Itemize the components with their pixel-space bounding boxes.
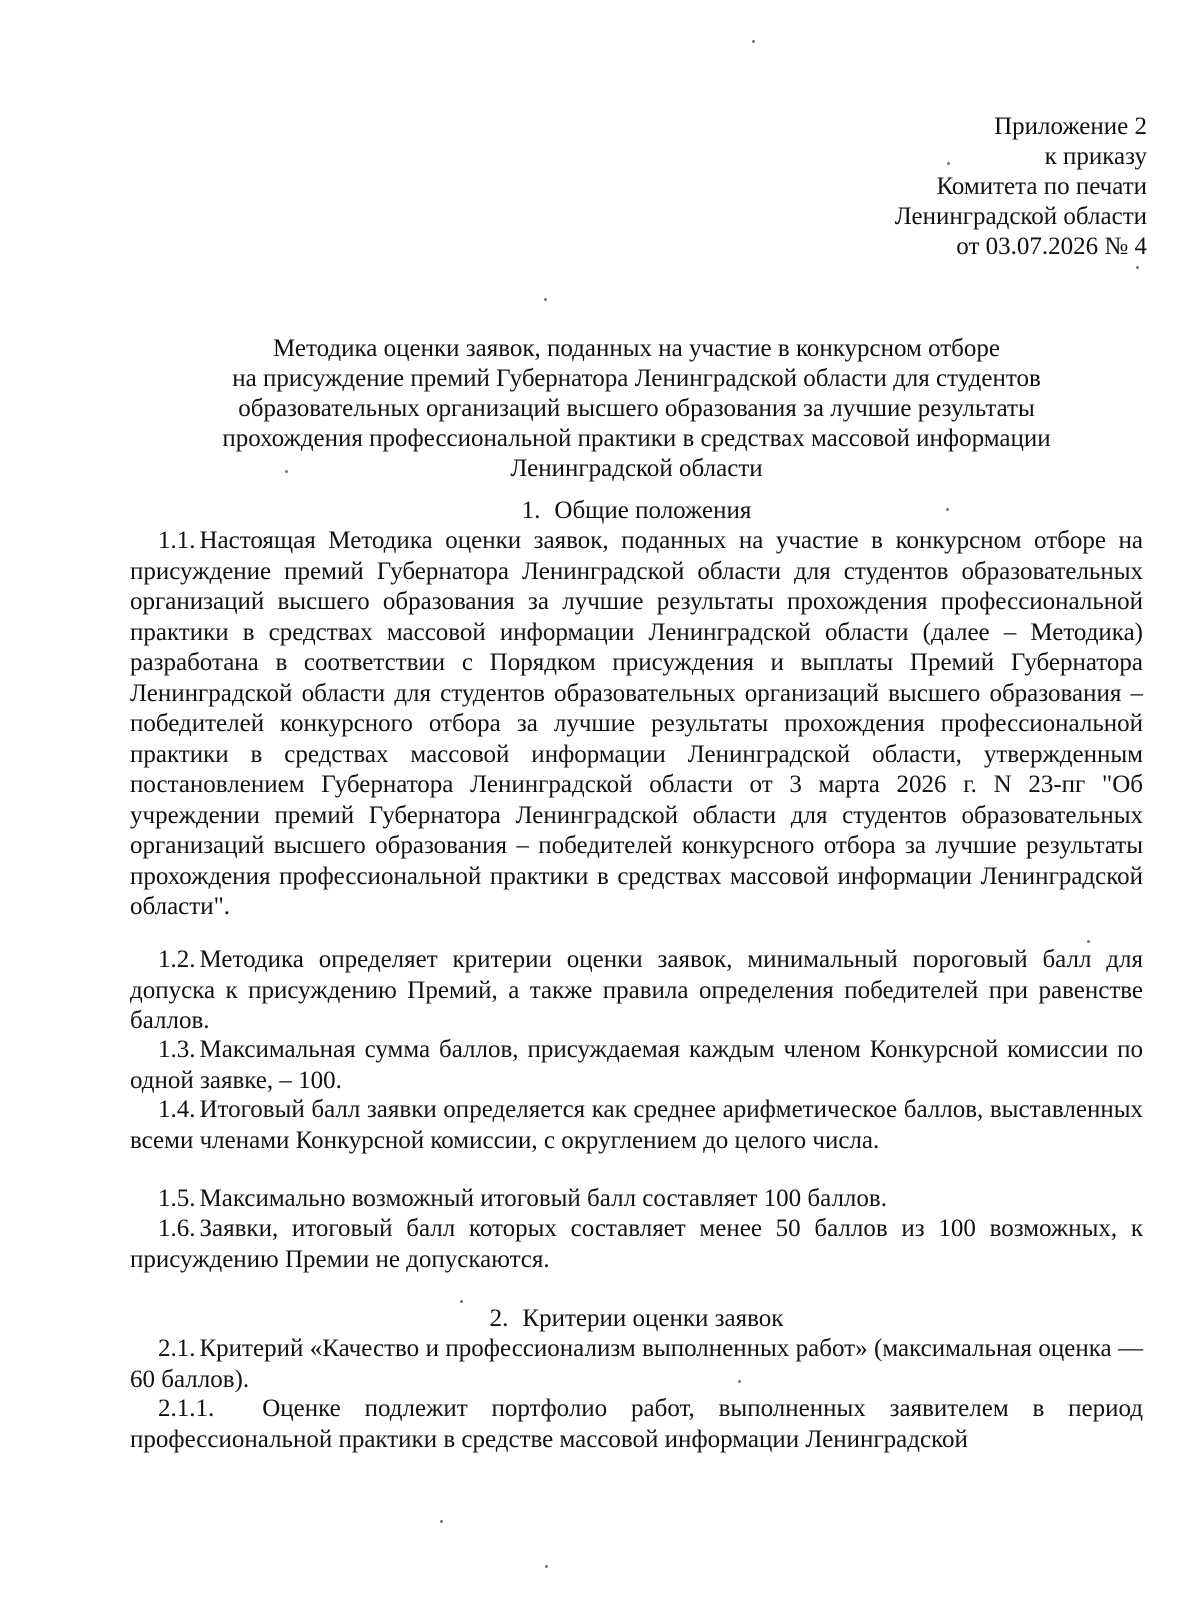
paragraph-number: 2.1. [158,1335,196,1362]
title-line: Ленинградской области [510,455,763,482]
paragraph-1-3 [130,1035,1143,1096]
title-line: на присуждение премий Губернатора Ленинградской области для студентов [232,365,1041,392]
paragraph-number: 1.2. [158,946,196,973]
approval-line: Приложение 2 [994,113,1147,140]
paragraph-text: Методика определяет критерии оценки заявок, минимальный пороговый балл для допуска к присуждению Премий, а также правила определения победителей при равенстве баллов. [130,946,1143,1034]
approval-line: Ленинградской области [894,203,1147,230]
paragraph-text: Максимально возможный итоговый балл составляет 100 баллов. [199,1185,887,1212]
section-number: 1. [521,497,541,524]
section-heading-2 [130,1304,1143,1334]
paragraph-number: 1.3. [158,1036,196,1063]
paragraph-text: Итоговый балл заявки определяется как среднее арифметическое баллов, выставленных всеми членами Конкурсной комиссии, с округлением до целого числа. [130,1096,1143,1154]
scan-speck [947,162,950,165]
paragraph-text: Настоящая Методика оценки заявок, поданных на участие в конкурсном отборе на присуждение премий Губернатора Ленинградской области для студентов образовательных организаций высшего образования за лучшие результаты прохождения профессиональной практики в средствах массовой информации Ленинградской области (далее – Методика) разработана в соответствии с Порядком присуждения и выплаты Премий Губернатора Ленинградской области для студентов образовательных организаций высшего образования – победителей конкурсного отбора за лучшие результаты прохождения профессиональной практики в средствах массовой информации Ленинградской области, утвержденным постановлением Губернатора Ленинградской области от 3 марта 2026 г. N 23-пг "Об учреждении премий Губернатора Ленинградской области для студентов образовательных организаций высшего образования – победителей конкурсного отбора за лучшие результаты прохождения профессиональной практики в средствах массовой информации Ленинградской области". [130,527,1143,920]
paragraph-1-5 [130,1184,1143,1215]
scan-speck [752,40,755,43]
scan-speck [545,1565,548,1568]
section-title: Критерии оценки заявок [522,1305,784,1332]
title-line: Методика оценки заявок, поданных на участие в конкурсном отборе [273,335,1000,362]
section-title: Общие положения [554,497,752,524]
paragraph-1-4 [130,1095,1143,1156]
approval-line: к приказу [1044,143,1147,170]
paragraph-number: 2.1.1. [158,1395,215,1422]
paragraph-text: Критерий «Качество и профессионализм выполненных работ» (максимальная оценка — 60 баллов). [130,1335,1143,1393]
paragraph-text: Заявки, итоговый балл которых составляет менее 50 баллов из 100 возможных, к присуждению Премии не допускаются. [130,1215,1143,1273]
scan-speck [440,1520,443,1523]
scan-speck [544,298,547,301]
document-title [130,334,1143,484]
scan-speck [946,508,949,511]
section-heading-1 [130,496,1143,526]
paragraph-1-2 [130,945,1143,1037]
scan-speck [1136,266,1139,269]
paragraph-number: 1.4. [158,1096,196,1123]
paragraph-text: Оценке подлежит портфолио работ, выполненных заявителем в период профессиональной практики в средстве массовой информации Ленинградской [130,1395,1143,1453]
scan-speck [738,1380,741,1383]
approval-line: Комитета по печати [936,173,1147,200]
paragraph-1-6 [130,1214,1143,1275]
scan-speck [285,470,288,473]
section-number: 2. [489,1305,509,1332]
paragraph-number: 1.1. [158,527,196,554]
approval-line: от 03.07.2026 № 4 [956,233,1147,260]
paragraph-number: 1.6. [158,1215,196,1242]
paragraph-number: 1.5. [158,1185,196,1212]
paragraph-2-1 [130,1334,1143,1395]
scan-speck [460,1300,463,1303]
paragraph-1-1 [130,526,1143,923]
approval-block [895,112,1147,262]
paragraph-text: Максимальная сумма баллов, присуждаемая каждым членом Конкурсной комиссии по одной заявке, – 100. [130,1036,1143,1094]
title-line: прохождения профессиональной практики в средствах массовой информации [222,425,1051,452]
title-line: образовательных организаций высшего образования за лучшие результаты [238,395,1035,422]
paragraph-2-1-1 [130,1394,1143,1455]
scan-speck [1087,940,1090,943]
